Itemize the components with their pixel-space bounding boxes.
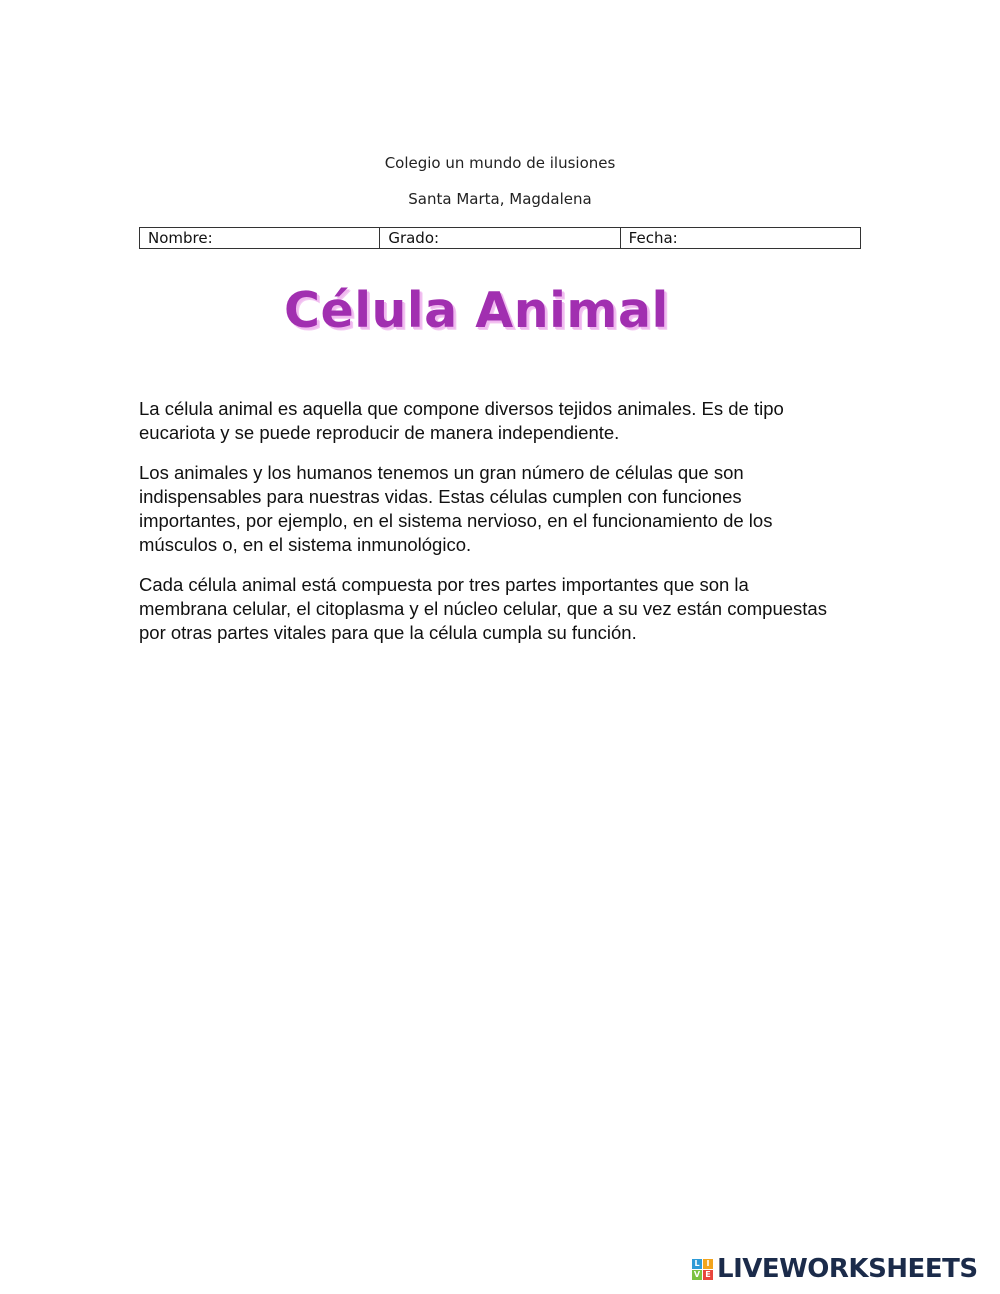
logo-tile-e: E [703, 1270, 713, 1280]
page-title: Célula Animal [284, 282, 669, 339]
school-location: Santa Marta, Magdalena [408, 190, 592, 208]
brand-name: LIVEWORKSHEETS [717, 1254, 978, 1284]
liveworksheets-logo-icon [692, 1259, 713, 1280]
student-info-table [139, 227, 861, 249]
grade-field[interactable]: Grado: [380, 228, 620, 248]
date-field[interactable]: Fecha: [628, 229, 678, 247]
school-name: Colegio un mundo de ilusiones [384, 154, 616, 172]
paragraph-parts: Cada célula animal está compuesta por tres partes importantes que son la membrana celular, el citoplasma y el núcleo celular, que a su vez están compuestas por otras partes vitales para que la célula cumpla su función. [139, 574, 827, 643]
paragraph-importance: Los animales y los humanos tenemos un gran número de células que son indispensables para nuestras vidas. Estas células cumplen con funciones importantes, por ejemplo, en el sistema nervioso, en el funcionamiento de los músculos o, en el sistema inmunológico. [139, 462, 773, 555]
liveworksheets-brand[interactable] [692, 1254, 978, 1284]
worksheet-content [139, 397, 839, 661]
logo-tile-v: V [693, 1269, 701, 1279]
logo-tile-l: L [692, 1259, 702, 1269]
name-field[interactable]: Nombre: [140, 228, 380, 248]
paragraph-intro: La célula animal es aquella que compone diversos tejidos animales. Es de tipo eucariota y se puede reproducir de manera independiente. [139, 398, 784, 443]
logo-tile-i: I [703, 1259, 713, 1269]
